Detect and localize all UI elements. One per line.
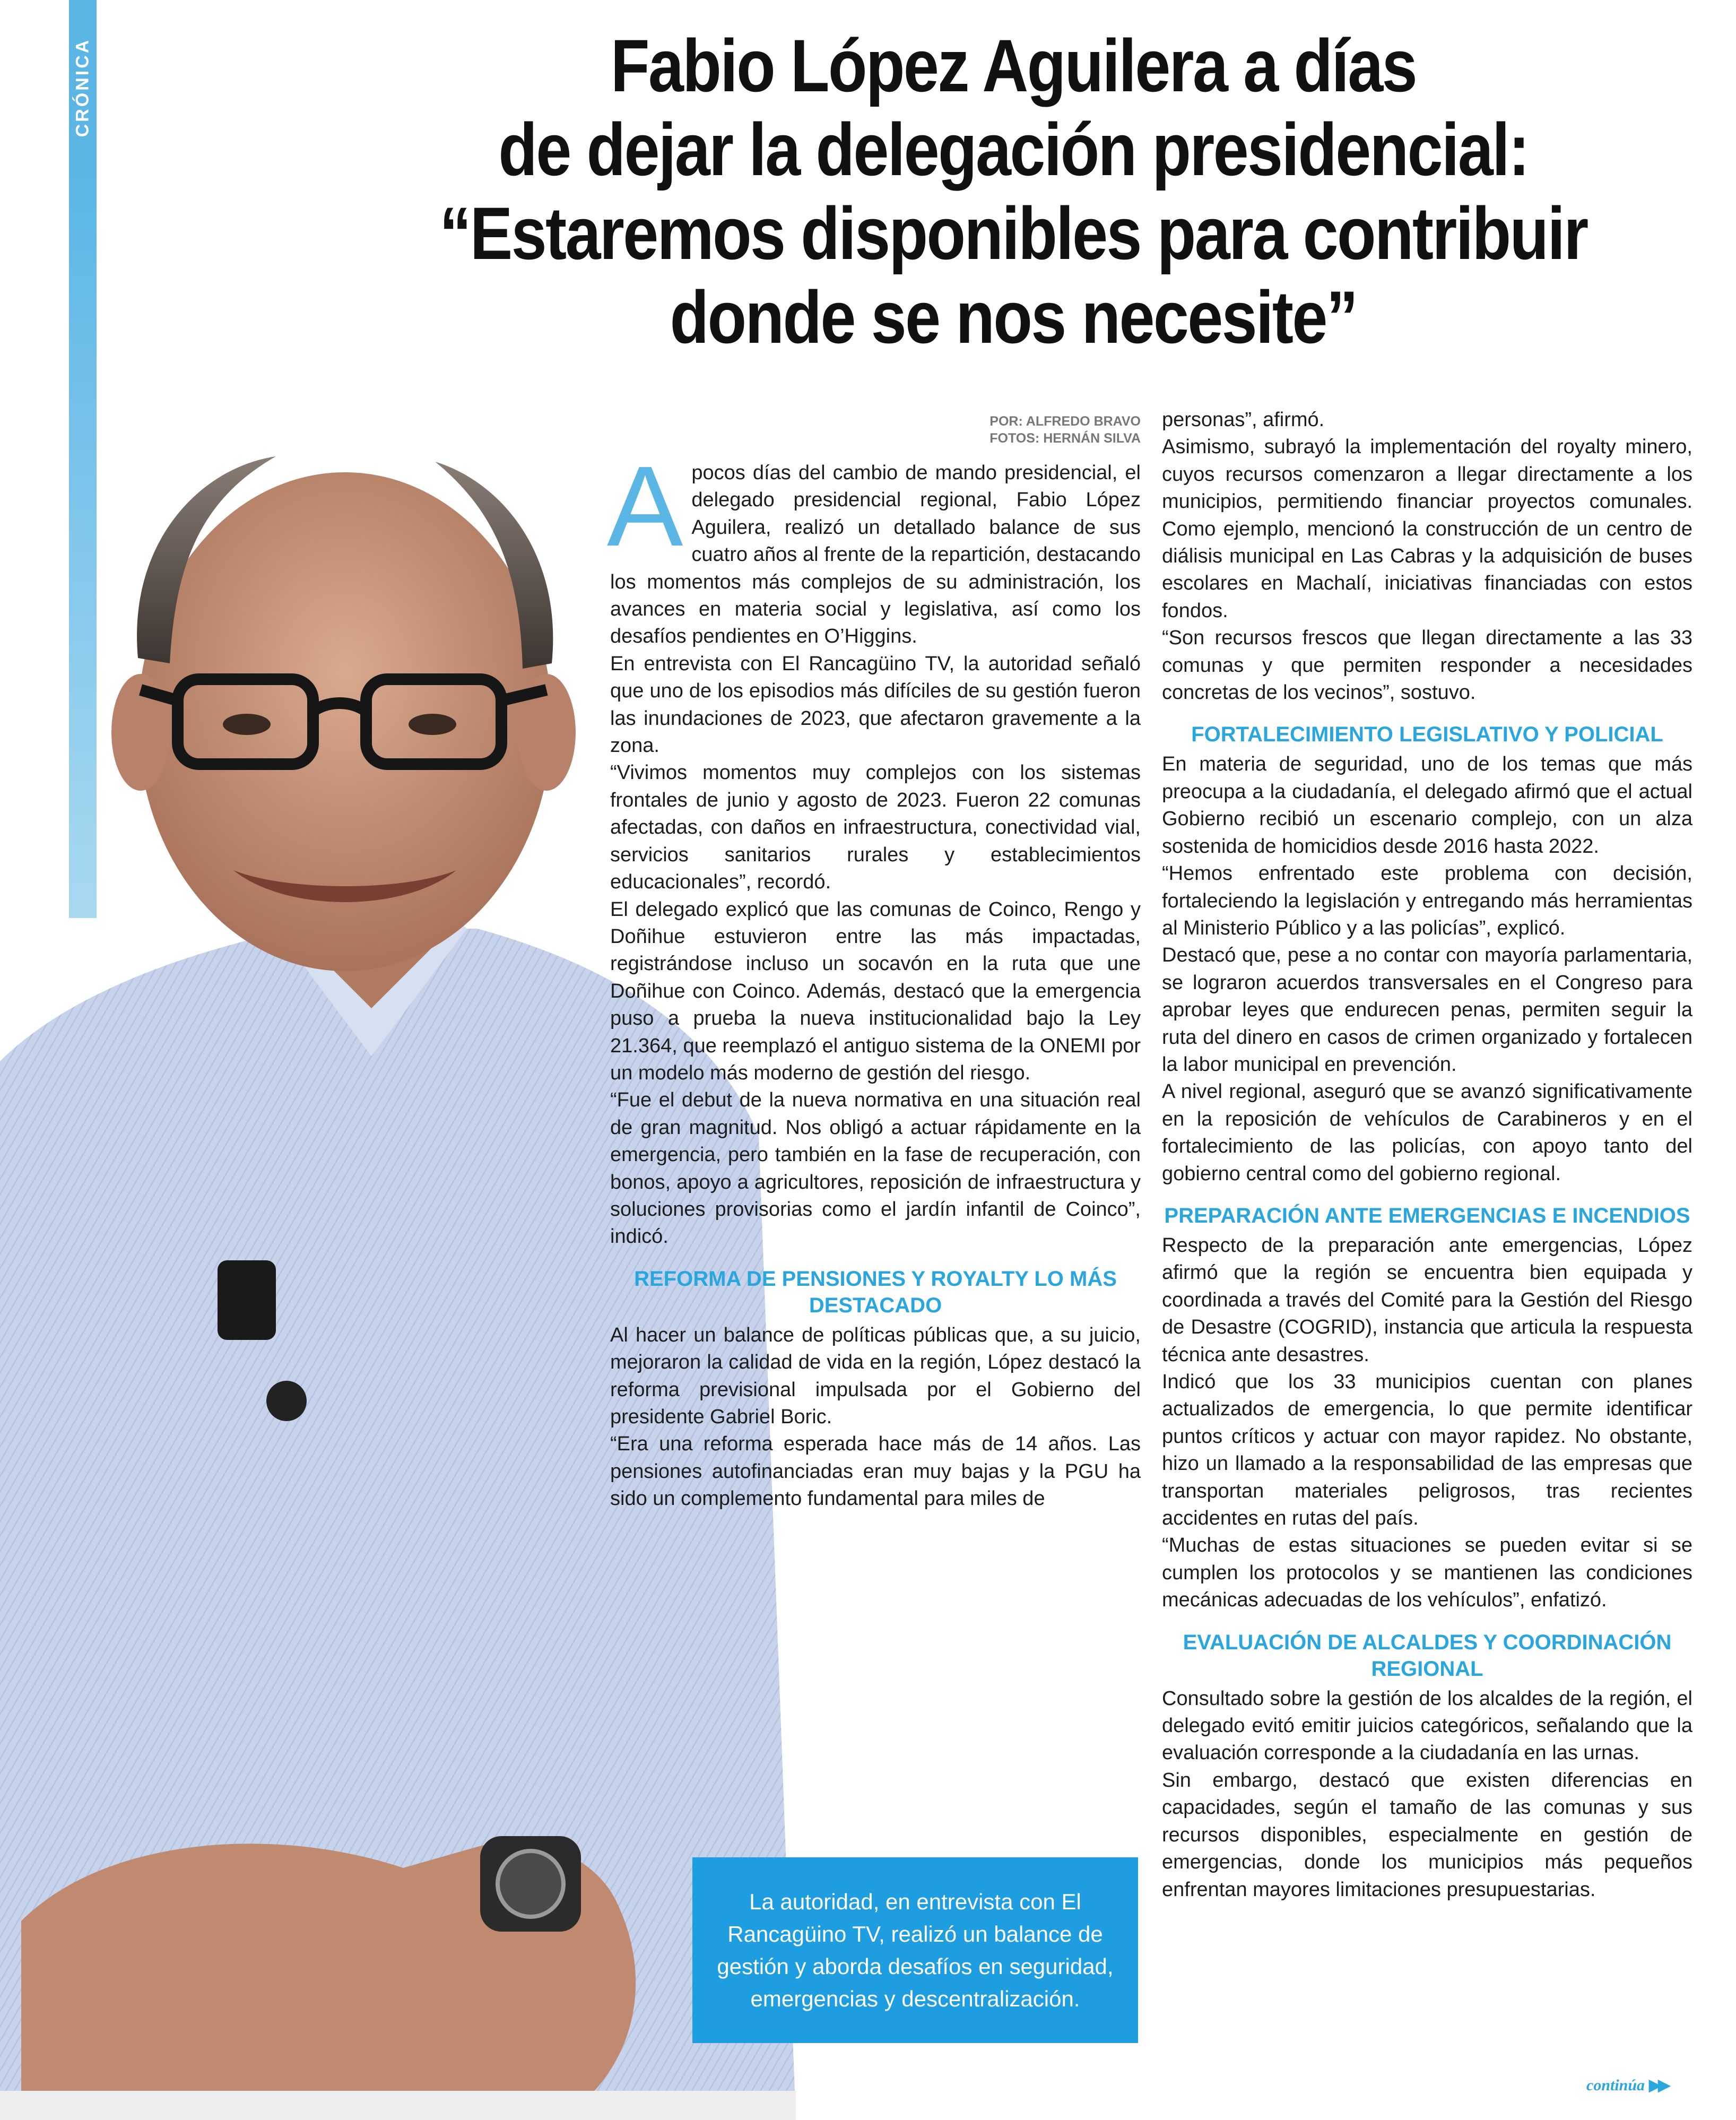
article-column-1	[607, 442, 1141, 1513]
lapel-mic	[266, 1381, 307, 1421]
article-paragraph: Al hacer un balance de políticas públicas que, a su juicio, mejoraron la calidad de vida en la región, López destacó la reforma previsional impulsada por el Gobierno del presidente Gabriel Boric.	[610, 1323, 1141, 1428]
article-paragraph: Consultado sobre la gestión de los alcaldes de la región, el delegado evitó emitir juicios categóricos, señalando que la evaluación corresponde a la ciudadanía en las urnas.	[1162, 1687, 1692, 1764]
headline-line: “Estaremos disponibles para contribuir	[439, 192, 1587, 275]
article-paragraph: Indicó que los 33 municipios cuentan con planes actualizados de emergencia, lo que permite identificar puntos críticos y actuar con mayor rapidez. No obstante, hizo un llamado a la responsabilidad de las empresas que transportan materiales peligrosos, tras recientes accidentes en rutas del país.	[1162, 1371, 1692, 1530]
article-paragraph: “Vivimos momentos muy complejos con los sistemas frontales de junio y agosto de 2023. Fueron 22 comunas afectadas, con daños en infraestructura, conectividad vial, servicios sanitarios rurales y establecimientos educacionales”, recordó.	[610, 762, 1141, 894]
article-paragraph: Asimismo, subrayó la implementación del royalty minero, cuyos recursos comenzaron a llegar directamente a los municipios, permitiendo financiar proyectos comunales. Como ejemplo, mencionó la construcción de un centro de diálisis municipal en Las Cabras y la adquisición de buses escolares en Machalí, iniciativas financiadas con estos fondos.	[1162, 436, 1692, 622]
article-paragraph: Sin embargo, destacó que existen diferencias en capacidades, según el tamaño de las comunas y sus recursos disponibles, especialmente en gestión de emergencias, donde los municipios más pequeños enfrentan mayores limitaciones presupuestarias.	[1162, 1769, 1692, 1901]
continues-link[interactable]	[1586, 2076, 1667, 2095]
headline	[297, 24, 1730, 359]
subheading: FORTALECIMIENTO LEGISLATIVO Y POLICIAL	[1191, 723, 1663, 747]
photo-caption	[692, 1857, 1138, 2043]
article-paragraph: “Fue el debut de la nueva normativa en una situación real de gran magnitud. Nos obligó a actuar rápidamente en la emergencia, pero también en la fase de recuperación, con bonos, apoyo a agricultores, reposición de infraestructura y soluciones provisorias como el jardín infantil de Coinco”, indicó.	[610, 1089, 1141, 1248]
credits	[923, 413, 1141, 447]
subheading: PREPARACIÓN ANTE EMERGENCIAS E INCENDIOS	[1164, 1204, 1690, 1227]
photo-caption-text: La autoridad, en entrevista con El Rancagüino TV, realizó un balance de gestión y aborda desafíos en seguridad, emergencias y descentralización.	[717, 1889, 1114, 2011]
article-paragraph: “Era una reforma esperada hace más de 14 años. Las pensiones autofinanciadas eran muy bajas y la PGU ha sido un complemento fundamental para miles de	[610, 1433, 1141, 1510]
article-column-2	[1162, 406, 1692, 1903]
dropcap: A	[607, 442, 683, 570]
article-paragraph: El delegado explicó que las comunas de Coinco, Rengo y Doñihue estuvieron entre las más impactadas, registrándose incluso un socavón en la ruta que une Doñihue con Coinco. Además, destacó que la emergencia puso a prueba la nueva institucionalidad bajo la Ley 21.364, que reemplazó el antiguo sistema de la ONEMI por un modelo más moderno de gestión del riesgo.	[610, 898, 1141, 1084]
double-arrow-icon: ▶▶	[1649, 2076, 1668, 2094]
article-paragraph: En entrevista con El Rancagüino TV, la autoridad señaló que uno de los episodios más difíciles de su gestión fueron las inundaciones de 2023, que afectaron gravemente a la zona.	[610, 652, 1141, 757]
desk	[0, 2091, 796, 2120]
photo-credit: FOTOS: HERNÁN SILVA	[989, 431, 1141, 446]
lapel-mic-clip	[218, 1260, 276, 1340]
article-paragraph: Apocos días del cambio de mando presidencial, el delegado presidencial regional, Fabio López Aguilera, realizó un detallado balance de sus cuatro años al frente de la repartición, destacando los momentos más complejos de su administración, los avances en materia social y legislativa, así como los desafíos pendientes en O’Higgins.	[607, 442, 1141, 648]
subheading: EVALUACIÓN DE ALCALDES Y COORDINACIÓN REGIONAL	[1183, 1630, 1672, 1681]
headline-line: Fabio López Aguilera a días	[610, 24, 1417, 107]
article-paragraph: “Muchas de estas situaciones se pueden evitar si se cumplen los protocolos y se mantienen las condiciones mecánicas adecuadas de los vehículos”, enfatizó.	[1162, 1534, 1692, 1612]
article-paragraph: En materia de seguridad, uno de los temas que más preocupa a la ciudadanía, el delegado afirmó que el actual Gobierno recibió un escenario complejo, con un alza sostenida de homicidios desde 2016 hasta 2022.	[1162, 753, 1692, 858]
headline-line: donde se nos necesite”	[670, 275, 1357, 359]
article-paragraph: “Hemos enfrentado este problema con decisión, fortaleciendo la legislación y entregando más herramientas al Ministerio Público y a las policías”, explicó.	[1162, 862, 1692, 939]
article-paragraph: personas”, afirmó.	[1162, 409, 1325, 431]
continues-label: continúa	[1586, 2076, 1645, 2094]
article-paragraph: Respecto de la preparación ante emergencias, López afirmó que la región se encuentra bien equipada y coordinada a través del Comité para la Gestión del Riesgo de Desastre (COGRID), instancia que articula la respuesta técnica ante desastres.	[1162, 1234, 1692, 1366]
section-label: CRÓNICA	[72, 38, 93, 137]
section-tag	[69, 0, 97, 175]
author-credit: POR: ALFREDO BRAVO	[989, 414, 1141, 429]
article-paragraph: Destacó que, pese a no contar con mayoría parlamentaria, se lograron acuerdos transversales en el Congreso para aprobar leyes que endurecen penas, permiten seguir la ruta del dinero en casos de crimen organizado y fortalecen la labor municipal en prevención.	[1162, 944, 1692, 1076]
headline-line: de dejar la delegación presidencial:	[498, 108, 1529, 191]
article-paragraph: A nivel regional, aseguró que se avanzó significativamente en la reposición de vehículos de Carabineros y en el fortalecimiento de las policías, con apoyo tanto del gobierno central como del gobierno regional.	[1162, 1080, 1692, 1185]
subheading: REFORMA DE PENSIONES Y ROYALTY LO MÁS DESTACADO	[634, 1267, 1117, 1317]
article-paragraph: “Son recursos frescos que llegan directamente a las 33 comunas y que permiten responder a necesidades concretas de los vecinos”, sostuvo.	[1162, 627, 1692, 704]
